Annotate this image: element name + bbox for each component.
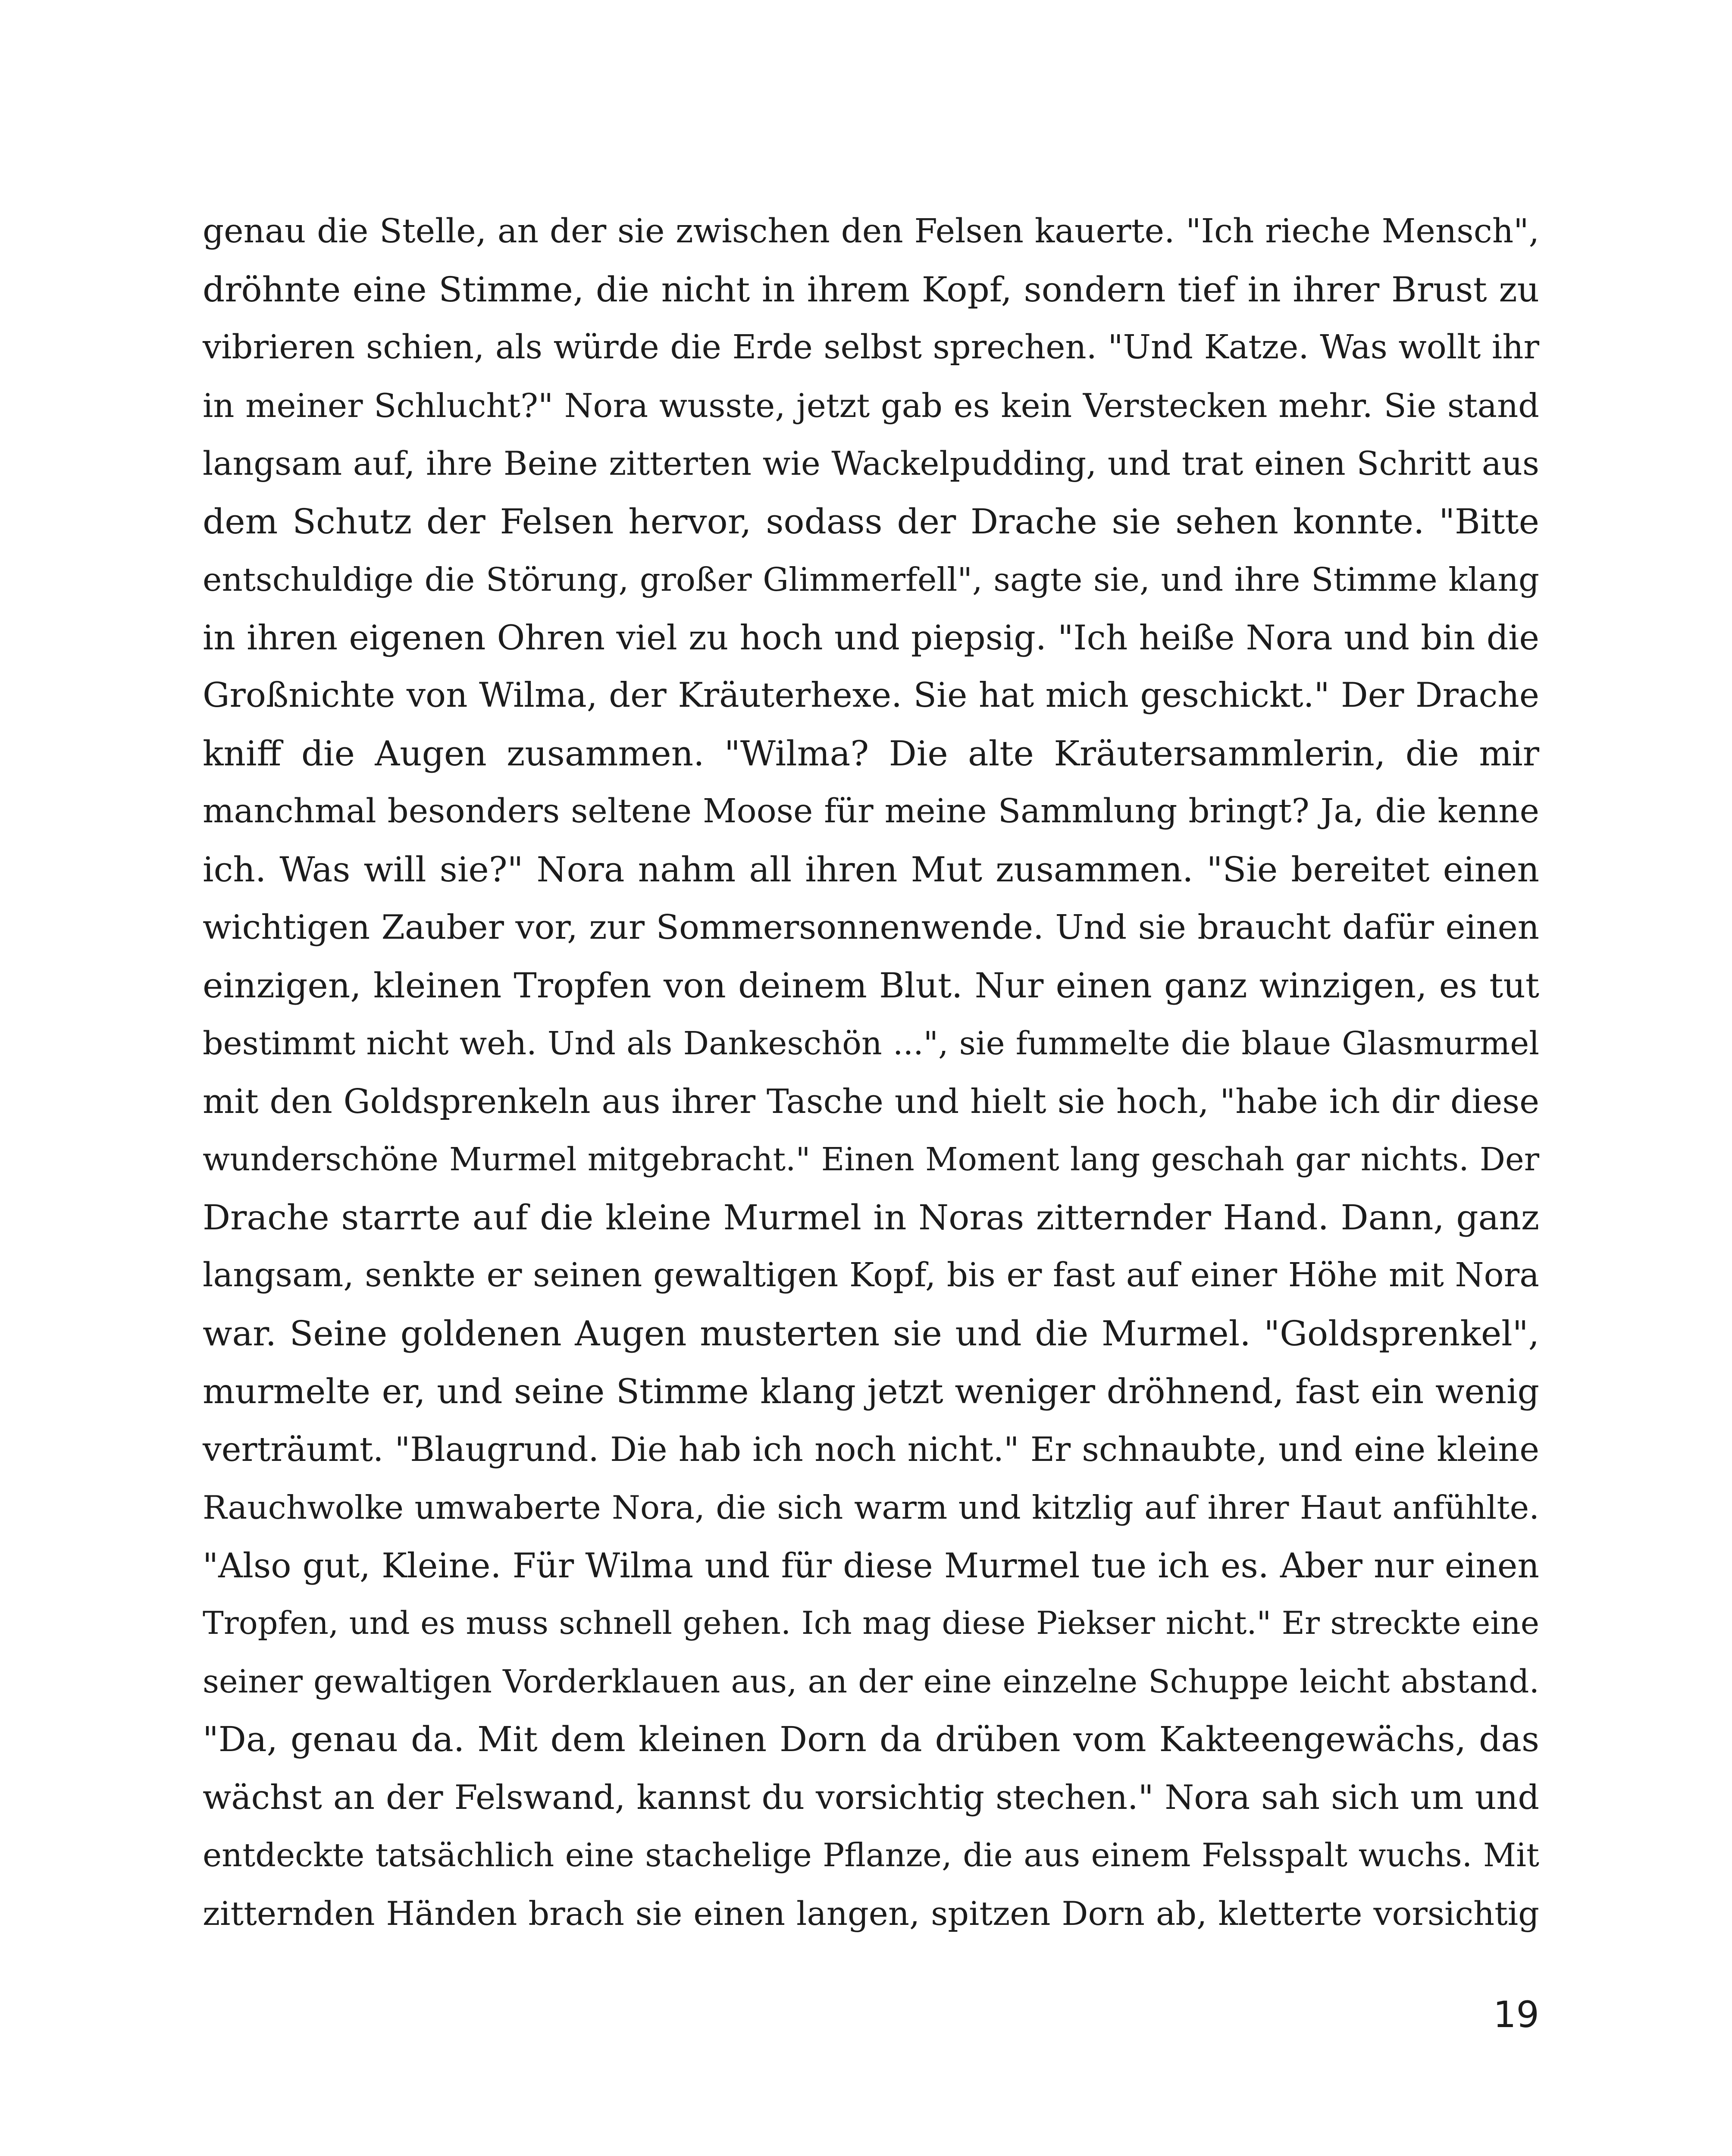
text-line: entdeckte tatsächlich eine stachelige Pflanze, die aus einem Felsspalt wuchs. Mit (203, 1836, 1539, 1874)
text-line: wichtigen Zauber vor, zur Sommersonnenwende. Und sie braucht dafür einen (203, 908, 1539, 947)
text-line: dem Schutz der Felsen hervor, sodass der Drache sie sehen konnte. "Bitte (203, 501, 1539, 542)
text-line: genau die Stelle, an der sie zwischen den Felsen kauerte. "Ich rieche Mensch", (203, 212, 1539, 251)
text-line: wächst an der Felswand, kannst du vorsichtig stechen." Nora sah sich um und (203, 1778, 1539, 1817)
text-line: "Also gut, Kleine. Für Wilma und für diese Murmel tue ich es. Aber nur einen (203, 1545, 1539, 1586)
text-line: seiner gewaltigen Vorderklauen aus, an der eine einzelne Schuppe leicht abstand. (203, 1663, 1539, 1700)
text-line: einzigen, kleinen Tropfen von deinem Blut. Nur einen ganz winzigen, es tut (203, 965, 1539, 1006)
text-line: in meiner Schlucht?" Nora wusste, jetzt gab es kein Verstecken mehr. Sie stand (203, 386, 1539, 425)
text-line: Rauchwolke umwaberte Nora, die sich warm und kitzlig auf ihrer Haut anfühlte. (203, 1489, 1539, 1526)
text-line: Großnichte von Wilma, der Kräuterhexe. Sie hat mich geschickt." Der Drache (203, 676, 1539, 715)
page-number: 19 (1493, 1993, 1539, 2036)
text-line: zitternden Händen brach sie einen langen, spitzen Dorn ab, kletterte vorsichtig (203, 1894, 1539, 1933)
text-line: in ihren eigenen Ohren viel zu hoch und piepsig. "Ich heiße Nora und bin die (203, 617, 1539, 658)
text-line: verträumt. "Blaugrund. Die hab ich noch nicht." Er schnaubte, und eine kleine (203, 1430, 1539, 1469)
text-line: wunderschöne Murmel mitgebracht." Einen Moment lang geschah gar nichts. Der (203, 1141, 1539, 1178)
text-line: Tropfen, und es muss schnell gehen. Ich mag diese Piekser nicht." Er streckte eine (203, 1605, 1539, 1642)
text-line: dröhnte eine Stimme, die nicht in ihrem Kopf, sondern tief in ihrer Brust zu (203, 269, 1539, 310)
text-line: langsam auf, ihre Beine zitterten wie Wackelpudding, und trat einen Schritt aus (203, 445, 1539, 483)
text-line: Drache starrte auf die kleine Murmel in Noras zitternder Hand. Dann, ganz (203, 1197, 1539, 1238)
text-line: mit den Goldsprenkeln aus ihrer Tasche und hielt sie hoch, "habe ich dir diese (203, 1082, 1539, 1121)
text-line: kniff die Augen zusammen. "Wilma? Die alte Kräutersammlerin, die mir (203, 733, 1539, 774)
text-line: langsam, senkte er seinen gewaltigen Kopf, bis er fast auf einer Höhe mit Nora (203, 1256, 1539, 1294)
text-line: manchmal besonders seltene Moose für meine Sammlung bringt? Ja, die kenne (203, 792, 1539, 830)
text-line: vibrieren schien, als würde die Erde selbst sprechen. "Und Katze. Was wollt ihr (203, 328, 1539, 367)
text-line: murmelte er, und seine Stimme klang jetzt weniger dröhnend, fast ein wenig (203, 1372, 1539, 1411)
body-text (203, 203, 1539, 1943)
text-line: ich. Was will sie?" Nora nahm all ihren Mut zusammen. "Sie bereitet einen (203, 849, 1539, 890)
text-line: entschuldige die Störung, großer Glimmerfell", sagte sie, und ihre Stimme klang (203, 561, 1539, 599)
text-line: "Da, genau da. Mit dem kleinen Dorn da drüben vom Kakteengewächs, das (203, 1719, 1539, 1759)
text-line: bestimmt nicht weh. Und als Dankeschön ...", sie fummelte die blaue Glasmurmel (203, 1025, 1539, 1062)
text-line: war. Seine goldenen Augen musterten sie und die Murmel. "Goldsprenkel", (203, 1313, 1539, 1354)
